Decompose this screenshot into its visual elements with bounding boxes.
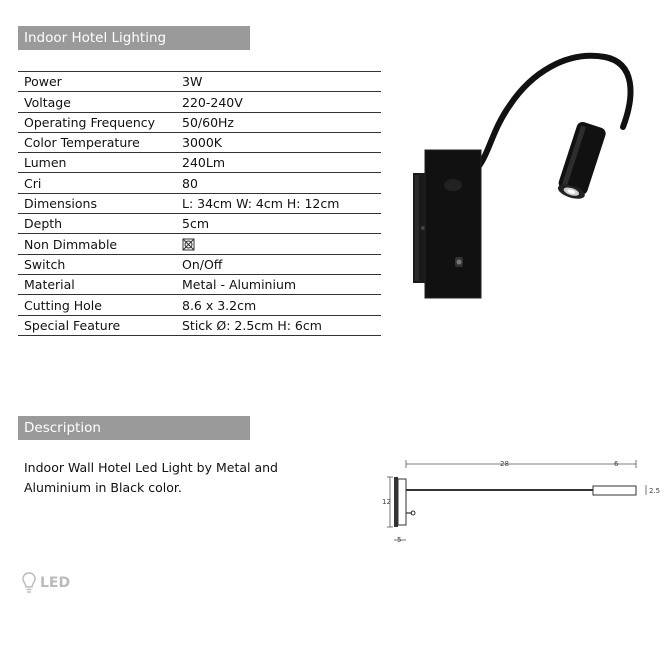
spec-row: [18, 254, 381, 274]
spec-label: Voltage: [18, 92, 176, 112]
spec-value: 240Lm: [176, 153, 381, 173]
spec-label: Special Feature: [18, 315, 176, 335]
spec-section-header: [18, 26, 250, 50]
spec-value: 50/60Hz: [176, 112, 381, 132]
spec-row: [18, 132, 381, 152]
spec-value: Stick Ø: 2.5cm H: 6cm: [176, 315, 381, 335]
spec-row: [18, 234, 381, 254]
led-logo-text: LED: [40, 575, 71, 591]
spec-section-title: Indoor Hotel Lighting: [24, 30, 167, 46]
spec-value: 80: [176, 173, 381, 193]
spec-label: Dimensions: [18, 193, 176, 213]
non-dimmable-icon: [182, 238, 195, 251]
spec-label: Switch: [18, 254, 176, 274]
spec-label: Non Dimmable: [18, 234, 176, 254]
spec-row: [18, 295, 381, 315]
spec-value: Metal - Aluminium: [176, 274, 381, 294]
description-section-title: Description: [24, 420, 101, 436]
spec-row: [18, 153, 381, 173]
description-section-header: [18, 416, 250, 440]
spec-row: [18, 315, 381, 335]
spec-row: [18, 112, 381, 132]
led-logo: [22, 570, 70, 596]
spec-label: Color Temperature: [18, 132, 176, 152]
spec-value: 5cm: [176, 214, 381, 234]
bulb-icon: [22, 571, 36, 595]
spec-value: 8.6 x 3.2cm: [176, 295, 381, 315]
spec-label: Lumen: [18, 153, 176, 173]
product-image: [405, 45, 645, 319]
spec-label: Material: [18, 274, 176, 294]
spec-value: 220-240V: [176, 92, 381, 112]
spec-label: Cutting Hole: [18, 295, 176, 315]
spec-label: Depth: [18, 214, 176, 234]
spec-value: 3W: [176, 72, 381, 92]
dimension-drawing: [378, 455, 667, 554]
spec-row: [18, 173, 381, 193]
spec-row: [18, 193, 381, 213]
spec-value: On/Off: [176, 254, 381, 274]
spec-value: 3000K: [176, 132, 381, 152]
head-length-label: 6: [614, 460, 619, 468]
head-diameter-label: 2.5: [649, 487, 661, 495]
spec-label: Power: [18, 72, 176, 92]
spec-row: [18, 92, 381, 112]
spec-row: [18, 72, 381, 92]
length-label: 28: [500, 460, 509, 468]
spec-value: L: 34cm W: 4cm H: 12cm: [176, 193, 381, 213]
description-text: Indoor Wall Hotel Led Light by Metal and Aluminium in Black color.: [24, 460, 278, 495]
height-label: 12: [382, 498, 391, 506]
spec-table: [18, 71, 381, 336]
spec-row: [18, 274, 381, 294]
spec-label: Cri: [18, 173, 176, 193]
spec-row: [18, 214, 381, 234]
depth-label: 5: [397, 536, 402, 544]
spec-label: Operating Frequency: [18, 112, 176, 132]
spec-value: [176, 234, 381, 254]
